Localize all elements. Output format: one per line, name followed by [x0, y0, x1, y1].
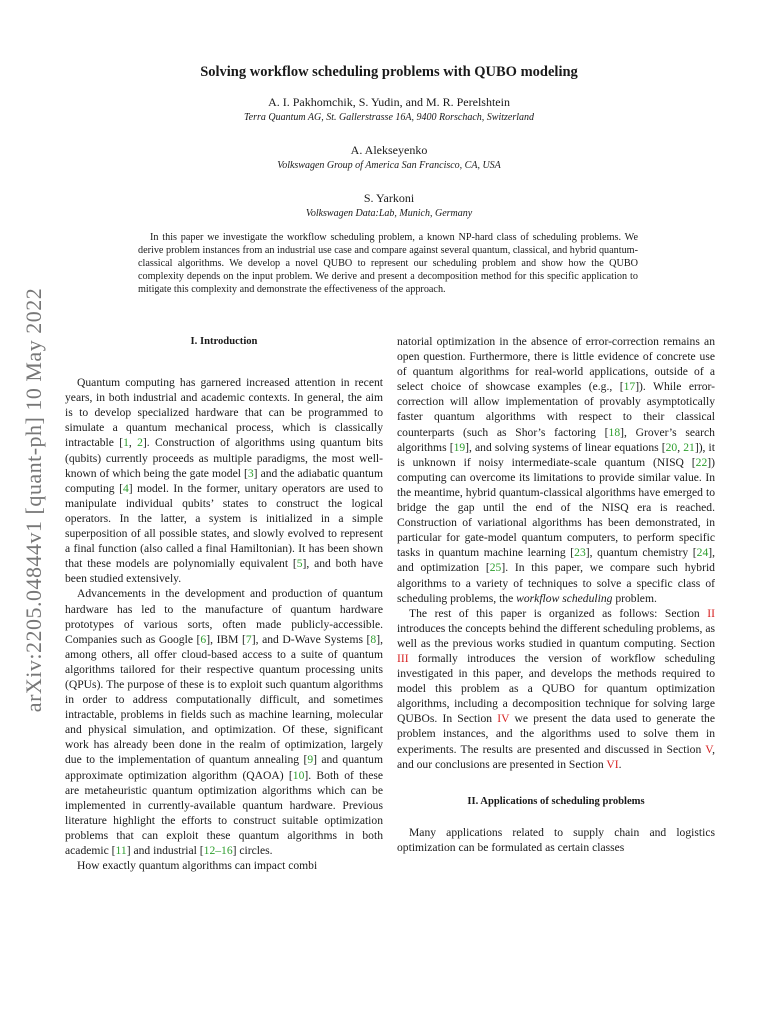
- arxiv-identifier: arXiv:2205.04844v1 [quant-ph] 10 May 2022: [21, 287, 46, 713]
- citation-link[interactable]: 11: [115, 844, 127, 857]
- authors-group-3: S. Yarkoni: [363, 191, 415, 205]
- paper-header: [100, 64, 678, 239]
- citation-link[interactable]: 23: [574, 546, 586, 560]
- section-heading-introduction: I. Introduction: [190, 336, 258, 347]
- affiliation-3: Volkswagen Data:Lab, Munich, Germany: [305, 208, 473, 219]
- section-link[interactable]: III: [397, 651, 409, 665]
- paragraph: The rest of this paper is organized as follows: Section II introduces the concepts behind the different scheduling problems, as well as the previous works studied in quantum computing. Section III formally introduces the version of workflow scheduling investigated in this paper, and develops the methods required to model this problem as a QUBO for quantum optimization algorithms, including a decomposition technique for solving large QUBOs. In Section IV we present the data used to generate the problem instances, and the algorithms used to solve them in experiments. The results are presented and discussed in Section V, and our conclusions are presented in Section VI.: [397, 606, 716, 771]
- citation-link[interactable]: 25: [489, 561, 502, 575]
- citation-link[interactable]: 24: [696, 546, 709, 560]
- paper-title: Solving workflow scheduling problems with QUBO modeling: [200, 64, 578, 80]
- citation-link[interactable]: 22: [695, 455, 708, 469]
- section-link[interactable]: II: [707, 606, 715, 620]
- citation-link[interactable]: 2: [137, 436, 143, 450]
- citation-link[interactable]: 1: [123, 436, 129, 450]
- paragraph: Quantum computing has garnered increased attention in recent years, in both industrial and academic contexts. In general, the aim is to develop specialized hardware that can be programmed to simulate a quantum mechanical process, which is classically intractable [1, 2]. Construction of algorithms using quantum bits (qubits) currently proceeds as multiple paradigms, the most well-known of which being the gate model [3] and the adiabatic quantum computing [4] model. In the former, unitary operators are used to manipulate individual qubits’ states to construct the logical operators. In the latter, a system is initialized in a simple superposition of all possible states, and slowly evolved to represent a final function (also called a final Hamiltonian). It has been shown that these models are polynomially equivalent [5], and both have been studied extensively.: [65, 376, 384, 586]
- paragraph: How exactly quantum algorithms can impact combi: [77, 859, 318, 873]
- paragraph: Many applications related to supply chain and logistics optimization can be formulated as certain classes: [397, 825, 715, 854]
- authors-group-1: A. I. Pakhomchik, S. Yudin, and M. R. Perelshtein: [268, 95, 510, 109]
- section-link[interactable]: V: [705, 742, 713, 756]
- section-link[interactable]: VI: [606, 757, 619, 771]
- citation-link[interactable]: 21: [683, 440, 695, 454]
- citation-link[interactable]: 3: [247, 466, 254, 480]
- affiliation-2: Volkswagen Group of America San Francisco, CA, USA: [277, 160, 501, 171]
- arxiv-stamp: [14, 250, 54, 750]
- citation-link[interactable]: 17: [623, 380, 636, 394]
- authors-group-2: A. Alekseyenko: [350, 143, 428, 157]
- citation-link[interactable]: 12–16: [203, 844, 233, 857]
- section-link[interactable]: IV: [497, 712, 510, 726]
- citation-link[interactable]: 19: [453, 440, 466, 454]
- abstract: In this paper we investigate the workflow scheduling problem, a known NP-hard class of scheduling problems. We derive problem instances from an industrial use case and compare against several quantum, classical, and hybrid quantum-classical algorithms. We develop a novel QUBO to represent our scheduling problem and show how the QUBO complexity depends on the input problem. We derive and present a decomposition method for this specific application to mitigate this complexity and demonstrate the effectiveness of the approach.: [138, 232, 638, 296]
- citation-link[interactable]: 10: [292, 768, 305, 782]
- citation-link[interactable]: 5: [296, 557, 303, 571]
- left-column: [65, 334, 383, 873]
- emphasis: workflow scheduling: [516, 591, 613, 605]
- citation-link[interactable]: 6: [200, 632, 207, 646]
- right-column: [397, 334, 715, 855]
- citation-link[interactable]: 7: [245, 632, 252, 646]
- citation-link[interactable]: 20: [665, 440, 678, 454]
- citation-link[interactable]: 9: [307, 753, 314, 767]
- paragraph: natorial optimization in the absence of error-correction remains an open question. Furthermore, there is little evidence of concrete use of quantum algorithms for real-world applications, outside of a select choice of showcase examples (e.g., [17]). While error-correction will allow implementation of provably asymptotically faster quantum algorithms with respect to their classical counterparts (such as Shor’s factoring [18], Grover’s search algorithms [19], and solving systems of linear equations [20, 21]), it is unknown if noisy intermediate-scale quantum (NISQ [22]) computing can overcome its limitations to provide similar value. In the meantime, hybrid quantum-classical algorithms have emerged to bridge the gap until the end of the NISQ era is reached. Construction of variational algorithms has been demonstrated, in particular for gate-model quantum computers, to perform specific tasks in quantum machine learning [23], quantum chemistry [24], and optimization [25]. In this paper, we compare such hybrid algorithms to a variety of techniques to solve a specific class of scheduling problems, the workflow scheduling problem.: [397, 335, 715, 605]
- section-heading-applications: II. Applications of scheduling problems: [467, 795, 645, 807]
- citation-link[interactable]: 4: [122, 481, 129, 495]
- citation-link[interactable]: 8: [370, 632, 377, 646]
- paragraph: Advancements in the development and production of quantum hardware has led to the manufacture of quantum hardware prototypes of various sorts, often made publicly-accessible. Companies such as Google [6], IBM [7], and D-Wave Systems [8], among others, all offer cloud-based access to a suite of quantum algorithms tailored for their respective quantum processing units (QPUs). The purpose of these is to exploit such quantum algorithms in order to address computationally difficult, and sometimes intractable, problems in fields such as machine learning, molecular and physical simulation, and optimization. Of these, significant work has already been done in the realm of optimization, largely due to the implementation of quantum annealing [9] and quantum approximate optimization algorithm (QAOA) [10]. Both of these are metaheuristic quantum optimization algorithms which can be implemented in currently-available quantum hardware. Previous literature highlight the efforts to construct suitable optimization problems that can exploit these quantum algorithms in both academic [11] and industrial [12–16] circles.: [65, 587, 383, 857]
- citation-link[interactable]: 18: [608, 425, 621, 439]
- affiliation-1: Terra Quantum AG, St. Gallerstrasse 16A, 9400 Rorschach, Switzerland: [243, 112, 534, 123]
